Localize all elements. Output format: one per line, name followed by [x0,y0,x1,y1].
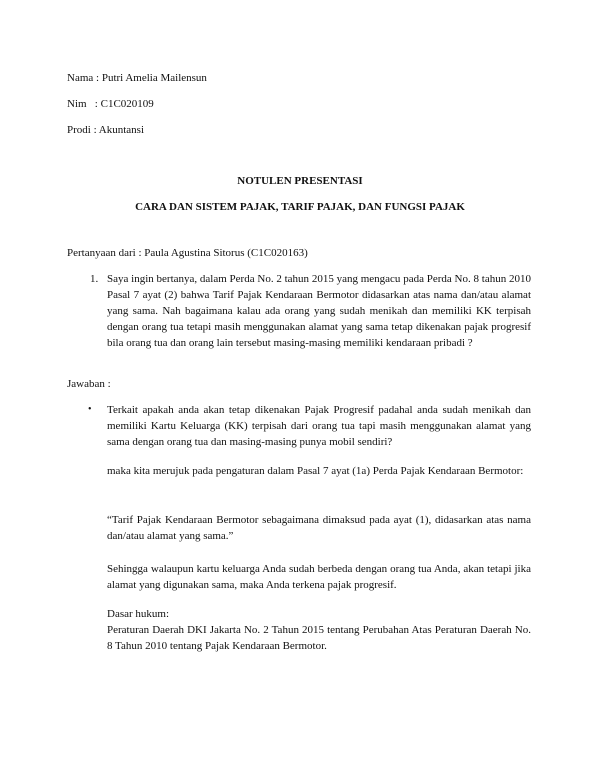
legal-basis-text: Peraturan Daerah DKI Jakarta No. 2 Tahun 2015 tentang Perubahan Atas Peraturan Daerah No. 8 Tahun 2010 tentang Pajak Kendaraan Bermotor. [107,624,531,652]
question-asker: Pertanyaan dari : Paula Agustina Sitorus (C1C020163) [67,247,308,259]
answer-paragraph-2: maka kita merujuk pada pengaturan dalam Pasal 7 ayat (1a) Perda Pajak Kendaraan Bermotor: [107,465,524,477]
question-text: Saya ingin bertanya, dalam Perda No. 2 tahun 2015 yang mengacu pada Perda No. 8 tahun 2010 Pasal 7 ayat (2) bahwa Tarif Pajak Kendaraan Bermotor didasarkan atas nama dan/atau alamat yang sama. Nah bagaimana kalau ada orang yang sudah menikah dan memiliki KK terpisah dengan orang tua tetapi masih menggunakan alamat yang sama tetap dikenakan pajak progresif bila orang tua dan orang lain tersebut masing-masing memiliki kendaraan pribadi ? [107,273,531,349]
answer-bullet: • [88,404,92,415]
legal-basis-label: Dasar hukum: [107,608,170,620]
document-title: NOTULEN PRESENTASI [237,175,363,187]
student-nim: Nim : C1C020109 [67,98,154,110]
answer-quote: “Tarif Pajak Kendaraan Bermotor sebagaimana dimaksud pada ayat (1), didasarkan atas nama dan/atau alamat yang sama.” [107,514,531,542]
student-name: Nama : Putri Amelia Mailensun [67,72,207,84]
student-prodi: Prodi : Akuntansi [67,124,145,136]
document-subtitle: CARA DAN SISTEM PAJAK, TARIF PAJAK, DAN FUNGSI PAJAK [135,201,465,213]
answer-paragraph-4: Sehingga walaupun kartu keluarga Anda sudah berbeda dengan orang tua Anda, akan tetapi jika alamat yang digunakan sama, maka Anda terkena pajak progresif. [107,563,531,591]
answer-paragraph-1: Terkait apakah anda akan tetap dikenakan Pajak Progresif padahal anda sudah menikah dan memiliki Kartu Keluarga (KK) terpisah dari orang tua tapi masih menggunakan alamat yang sama dengan orang tua dan masing-masing punya mobil sendiri? [107,404,531,448]
answer-label: Jawaban : [67,378,111,390]
question-number: 1. [90,273,99,285]
